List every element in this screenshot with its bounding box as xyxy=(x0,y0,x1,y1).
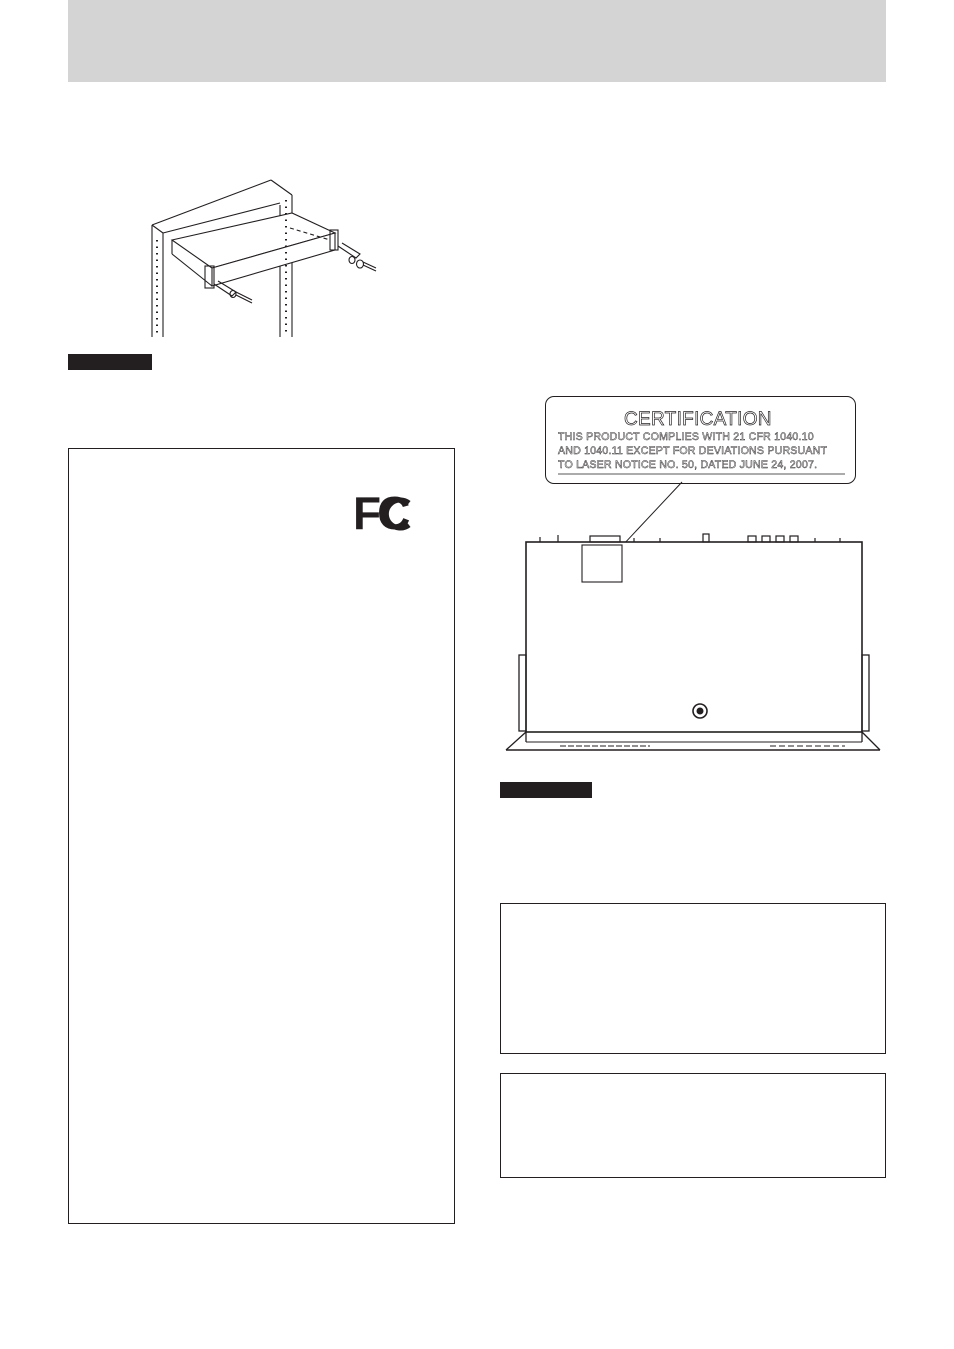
fcc-information-box xyxy=(68,448,455,1224)
notice-box-1 xyxy=(500,903,886,1054)
certification-line-2: AND 1040.11 EXCEPT FOR DEVIATIONS PURSUANT xyxy=(558,445,828,457)
right-section-label-bar xyxy=(500,782,592,798)
header-band xyxy=(68,0,886,82)
certification-line-1: THIS PRODUCT COMPLIES WITH 21 CFR 1040.10 xyxy=(558,431,814,443)
svg-text:FC: FC xyxy=(353,487,407,539)
certification-title: CERTIFICATION xyxy=(624,409,772,430)
left-section-label-bar xyxy=(68,354,152,370)
fcc-logo-icon xyxy=(353,487,423,539)
notice-box-2 xyxy=(500,1073,886,1178)
certification-line-3: TO LASER NOTICE NO. 50, DATED JUNE 24, 2007. xyxy=(558,459,818,471)
certification-label xyxy=(545,396,856,484)
